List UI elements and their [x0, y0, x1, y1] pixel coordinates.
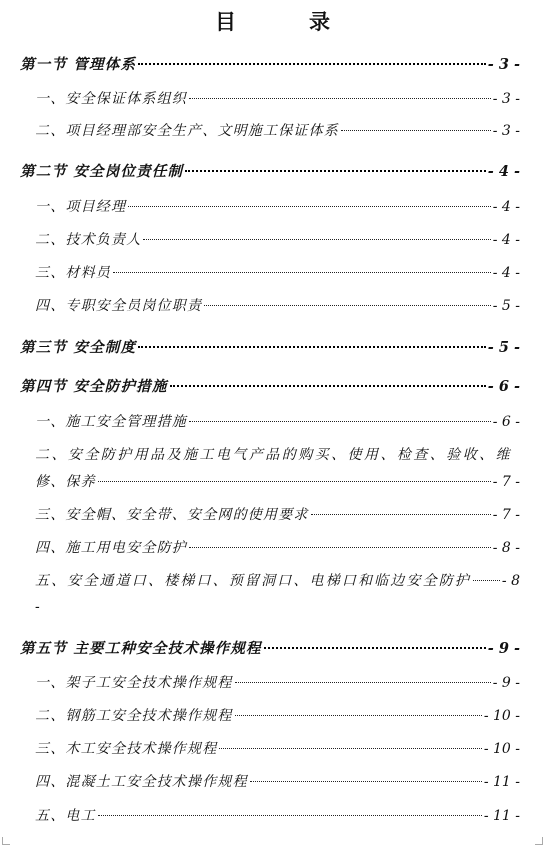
toc-entry-page: - 8 - [492, 540, 520, 556]
toc-entry-section-1[interactable] [20, 55, 520, 75]
toc-entry-page: - 3 - [487, 56, 520, 73]
dot-leader [98, 481, 491, 482]
toc-entry-label: 第四节 安全防护措施 [20, 378, 168, 395]
dot-leader [264, 647, 486, 649]
toc-entry-label: 三、木工安全技术操作规程 [35, 741, 218, 757]
dot-leader [189, 421, 491, 422]
toc-entry[interactable] [35, 296, 520, 316]
toc-entry[interactable] [35, 263, 520, 283]
toc-entry-label: 四、施工用电安全防护 [35, 540, 187, 556]
toc-entry-wrapped-line-2[interactable] [35, 472, 520, 492]
dot-leader [138, 63, 486, 65]
toc-entry[interactable] [35, 538, 520, 558]
dot-leader [235, 715, 482, 716]
toc-entry[interactable] [35, 89, 520, 109]
toc-entry-page: - 11 - [483, 774, 520, 790]
dot-leader [473, 580, 500, 581]
toc-entry-label: 一、项目经理 [35, 199, 127, 215]
page-corner-mark [535, 837, 543, 845]
page-title: 目 录 [215, 9, 356, 34]
toc-entry-page: - 3 - [492, 91, 520, 107]
toc-entry[interactable] [35, 412, 520, 432]
toc-entry-page: - 8 [501, 573, 520, 589]
toc-entry-label: 二、安全防护用品及施工电气产品的购买、使用、检查、验收、维 [35, 447, 513, 463]
toc-entry-page: - 4 - [492, 199, 520, 215]
toc-entry[interactable] [35, 121, 520, 141]
dot-leader [235, 682, 491, 683]
toc-entry-page: - 9 - [487, 640, 520, 657]
toc-entry-section-4[interactable] [20, 377, 520, 397]
toc-entry[interactable] [35, 706, 520, 726]
toc-entry[interactable] [35, 505, 520, 525]
dot-leader [189, 547, 491, 548]
toc-entry-label: 五、安全通道口、楼梯口、预留洞口、电梯口和临边安全防护 [35, 573, 472, 589]
toc-entry[interactable] [35, 772, 520, 792]
toc-entry-label: 三、材料员 [35, 265, 111, 281]
dot-leader [128, 206, 491, 207]
toc-entry-label: 第三节 安全制度 [20, 339, 137, 356]
dot-leader [189, 98, 491, 99]
toc-entry-section-5[interactable] [20, 639, 520, 659]
toc-entry-page: - 5 - [487, 339, 520, 356]
toc-entry-page: - 10 - [483, 708, 520, 724]
dot-leader [219, 748, 481, 749]
toc-entry-label: 第一节 管理体系 [20, 56, 137, 73]
toc-entry[interactable] [35, 739, 520, 759]
toc-entry-section-3[interactable] [20, 338, 520, 358]
toc-entry-page: - 4 - [487, 163, 520, 180]
toc-entry-page-continuation [35, 597, 75, 617]
toc-entry[interactable] [35, 197, 520, 217]
toc-entry-page: - 9 - [492, 675, 520, 691]
dot-leader [185, 170, 486, 172]
toc-entry-label: 四、混凝土工安全技术操作规程 [35, 774, 248, 790]
toc-entry-page: - 6 - [487, 378, 520, 395]
page-corner-mark [2, 837, 10, 845]
toc-entry-page: - 5 - [492, 298, 520, 314]
toc-entry-label: 二、项目经理部安全生产、文明施工保证体系 [35, 123, 339, 139]
dot-leader [138, 346, 486, 348]
toc-entry-label: 二、钢筋工安全技术操作规程 [35, 708, 233, 724]
toc-entry-wrapped[interactable] [35, 571, 520, 591]
toc-entry-label: 第二节 安全岗位责任制 [20, 163, 184, 180]
toc-entry-label: 一、安全保证体系组织 [35, 91, 187, 107]
toc-entry-page: - 4 - [492, 232, 520, 248]
toc-entry[interactable] [35, 673, 520, 693]
dot-leader [204, 305, 491, 306]
dot-leader [98, 815, 482, 816]
dot-leader [341, 130, 491, 131]
toc-entry-label: 一、施工安全管理措施 [35, 414, 187, 430]
toc-entry-page: - 6 - [492, 414, 520, 430]
toc-entry-page: - 7 - [492, 474, 520, 490]
toc-entry-label: 二、技术负责人 [35, 232, 142, 248]
toc-entry[interactable] [35, 230, 520, 250]
toc-entry-page: - 11 - [483, 808, 520, 824]
dot-leader [143, 239, 490, 240]
toc-entry-page: - 7 - [492, 507, 520, 523]
dot-leader [311, 514, 491, 515]
toc-entry-section-2[interactable] [20, 162, 520, 182]
toc-entry-label: 四、专职安全员岗位职责 [35, 298, 203, 314]
toc-entry-label: 第五节 主要工种安全技术操作规程 [20, 640, 262, 657]
toc-entry-page: - 3 - [492, 123, 520, 139]
toc-entry[interactable] [35, 806, 520, 826]
dot-leader [170, 385, 486, 387]
toc-entry-wrapped-line-1[interactable] [35, 445, 520, 465]
dot-leader [250, 781, 482, 782]
toc-entry-label: 一、架子工安全技术操作规程 [35, 675, 233, 691]
toc-entry-page: - [35, 599, 40, 615]
toc-entry-label: 修、保养 [35, 474, 96, 490]
toc-entry-page: - 10 - [483, 741, 520, 757]
toc-entry-page: - 4 - [492, 265, 520, 281]
dot-leader [113, 272, 491, 273]
toc-entry-label: 五、电工 [35, 808, 96, 824]
toc-entry-label: 三、安全帽、安全带、安全网的使用要求 [35, 507, 309, 523]
